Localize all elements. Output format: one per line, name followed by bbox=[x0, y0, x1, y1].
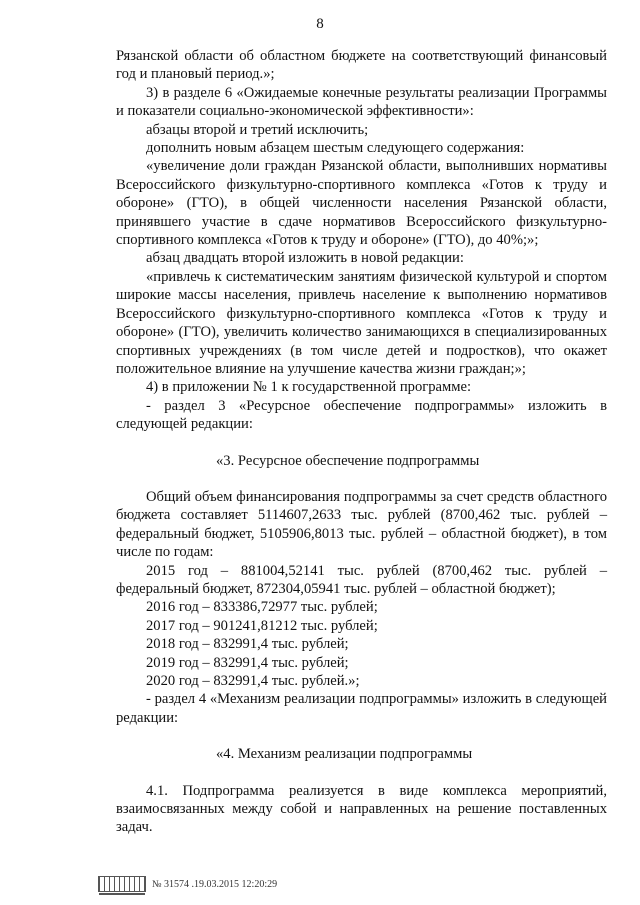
registration-stamp: № 31574 .19.03.2015 12:20:29 bbox=[152, 878, 278, 890]
paragraph: дополнить новым абзацем шестым следующего содержания: bbox=[146, 140, 525, 157]
registry-seal-icon bbox=[98, 876, 146, 892]
section-heading: «4. Механизм реализации подпрограммы bbox=[216, 746, 473, 763]
paragraph: 4.1. Подпрограмма реализуется в виде комплекса мероприятий, взаимосвязанных между собой и направленных на решение поставленных задач. bbox=[116, 782, 607, 836]
paragraph: - раздел 4 «Механизм реализации подпрограммы» изложить в следующей редакции: bbox=[116, 691, 607, 726]
paragraph: Рязанской области об областном бюджете на соответствующий финансовый год и плановый период.»; bbox=[116, 48, 607, 83]
paragraph: 2019 год – 832991,4 тыс. рублей; bbox=[146, 654, 349, 671]
paragraph: 2016 год – 833386,72977 тыс. рублей; bbox=[146, 599, 378, 616]
paragraph: «привлечь к систематическим занятиям физической культурой и спортом широкие массы населения, привлечь население к выполнению нормативов Всероссийского физкультурно-спортивного комплекса «Готов к труду и обороне» (ГТО), увеличить количество занимающихся в специализированных спортивных учреждениях (в том числе детей и подростков), что окажет положительное влияние на улучшение качества жизни граждан;»; bbox=[116, 268, 607, 377]
paragraph: 2020 год – 832991,4 тыс. рублей.»; bbox=[146, 673, 360, 689]
paragraph: абзац двадцать второй изложить в новой редакции: bbox=[146, 250, 464, 267]
paragraph: «увеличение доли граждан Рязанской области, выполнивших нормативы Всероссийского физкультурно-спортивного комплекса «Готов к труду и обороне» (ГТО), в общей численности населения Рязанской области, принявшего участие в сдаче нормативов Всероссийского физкультурно-спортивного комплекса «Готов к труду и обороне» (ГТО), до 40%;»; bbox=[116, 158, 607, 249]
document-body bbox=[116, 47, 607, 837]
page-number: 8 bbox=[316, 16, 324, 32]
paragraph: 3) в разделе 6 «Ожидаемые конечные результаты реализации Программы и показатели социально-экономической эффективности»: bbox=[116, 84, 607, 120]
paragraph: Общий объем финансирования подпрограммы за счет средств областного бюджета составляет 5114607,2633 тыс. рублей (8700,462 тыс. рублей – федеральный бюджет, 5105906,8013 тыс. рублей – областной бюджет), в том числе по годам: bbox=[116, 488, 607, 561]
paragraph: абзацы второй и третий исключить; bbox=[146, 121, 369, 138]
document-footer bbox=[98, 876, 277, 892]
paragraph: 2018 год – 832991,4 тыс. рублей; bbox=[146, 636, 349, 653]
section-heading: «3. Ресурсное обеспечение подпрограммы bbox=[216, 452, 480, 469]
paragraph: - раздел 3 «Ресурсное обеспечение подпрограммы» изложить в следующей редакции: bbox=[116, 397, 607, 433]
paragraph: 2015 год – 881004,52141 тыс. рублей (8700,462 тыс. рублей – федеральный бюджет, 872304,05941 тыс. рублей – областной бюджет); bbox=[116, 562, 607, 597]
paragraph: 2017 год – 901241,81212 тыс. рублей; bbox=[146, 617, 378, 634]
paragraph: 4) в приложении № 1 к государственной программе: bbox=[146, 379, 472, 396]
